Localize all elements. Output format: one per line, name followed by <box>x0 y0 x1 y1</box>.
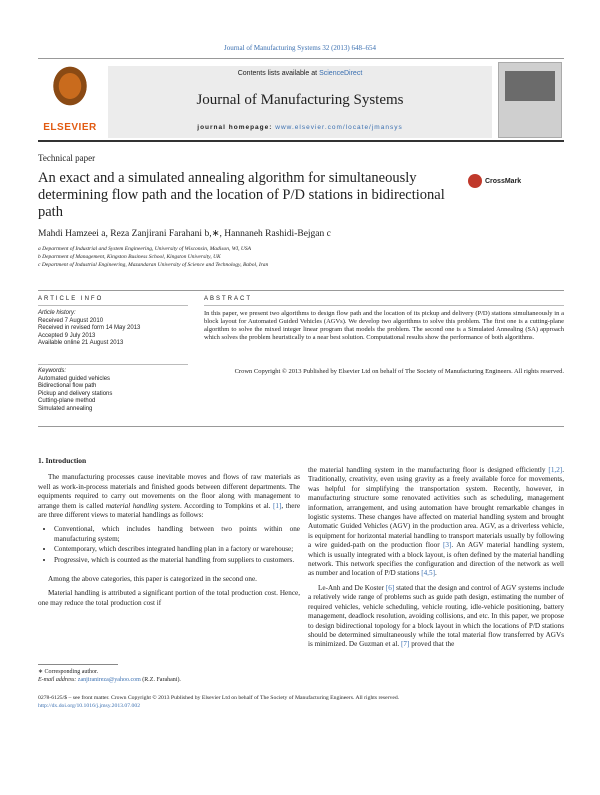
crossmark-icon <box>468 174 482 188</box>
crossmark-label: CrossMark <box>485 177 522 185</box>
keyword-item: Pickup and delivery stations <box>38 390 113 397</box>
abstract-heading: ABSTRACT <box>204 296 253 302</box>
list-item: • Progressive, which is counted as the material handling from suppliers to customers. <box>54 556 300 565</box>
homepage-link[interactable]: www.elsevier.com/locate/jmansys <box>275 124 403 131</box>
history-item: Received in revised form 14 May 2013 <box>38 325 141 331</box>
list-item: • Contemporary, which describes integrated handling plan in a factory or warehouse; <box>54 545 300 554</box>
citation-link[interactable]: [1] <box>272 501 282 510</box>
body-paragraph: Le-Anh and De Koster [6] stated that the design and control of AGV systems include a relatively wide range of problems such as guide path design, estimating the number of required vehicles, vehicle scheduling, vehicle routing, idle-vehicle positioning, battery management, deadlock resolution, avoiding collisions, and etc. In this paper, we propose to design bidirectional topology for a block layout in which the locations of P/D stations should be determined simultaneously while the total material flow transferred by AGVs is minimized. De Guzman et al. [7] proved that the <box>308 583 565 649</box>
running-journal-title[interactable]: Journal of Manufacturing Systems 32 (2013) 648–654 <box>223 44 377 52</box>
keywords-label: Keywords: <box>38 368 67 374</box>
keyword-item: Bidirectional flow path <box>38 383 97 389</box>
abstract-copyright: Crown Copyright © 2013 Published by Elsevier Ltd on behalf of The Society of Manufacturing Engineers. All rights reserved. <box>234 368 564 375</box>
header-divider-top <box>38 58 564 59</box>
keywords <box>38 368 188 413</box>
abstract-subdivider <box>204 305 564 306</box>
homepage-label: journal homepage: <box>197 124 273 131</box>
email-link[interactable]: zanjiranireza@yahoo.com <box>77 677 141 683</box>
email-label: E-mail address: <box>38 677 77 683</box>
page-footer <box>38 695 564 710</box>
journal-cover-thumbnail <box>498 62 562 138</box>
history-item: Available online 21 August 2013 <box>38 340 124 346</box>
cover-image <box>505 71 555 101</box>
citation-link[interactable]: [6] <box>385 583 395 592</box>
body-paragraph: The manufacturing processes cause inevitable moves and flows of raw materials as well as work-in-process materials and finished goods between different departments. The equipments required to carry out movements on the floor along with management to arrange them is called material handling system. According to Tompkins et al. [1], there are three different views to material handlings as follows: <box>38 473 301 520</box>
citation-link[interactable]: [3] <box>443 541 452 550</box>
info-divider <box>38 290 564 291</box>
issn-line: 0278-6125/$ – see front matter. Crown Copyright © 2013 Published by Elsevier Ltd on behalf of The Society of Manufacturing Engineers. All rights reserved. <box>38 695 400 701</box>
contents-prefix: Contents lists available at <box>237 70 318 77</box>
list-item: • Conventional, which includes handling between two points within one manufacturing system; <box>54 525 300 544</box>
section-heading: 1. Introduction <box>38 456 87 465</box>
article-history <box>38 310 188 348</box>
footnote: ∗ Corresponding author. E-mail address: zanjiranireza@yahoo.com (R.Z. Farahani). <box>38 668 300 684</box>
affiliation-a: a Department of Industrial and System Engineering, University of Wisconsin, Madison, WI, USA <box>38 246 251 252</box>
info-subdivider <box>38 305 188 306</box>
citation-link[interactable]: [1,2] <box>548 466 563 474</box>
body-column-right <box>308 466 564 655</box>
body-paragraph: Among the above categories, this paper is categorized in the second one. <box>48 575 257 584</box>
affiliation-c: c Department of Industrial Engineering, Mazandaran University of Science and Technology, Babol, Iran <box>38 262 269 268</box>
abstract-text: In this paper, we present two algorithms to design flow path and the location of its pickup and delivery (P/D) stations simultaneously in a block layout for Automated Guided Vehicles (AGVs). We develop two algorithms to solve this problem. The first one is a cutting-plane algorithm to solve the mixed integer linear program that models the problem. The second one is a Simulated Annealing (SA) approach which solves the problem heuristically to a near best solution. Computational results show the performance of both algorithms. <box>204 310 564 341</box>
keyword-item: Simulated annealing <box>38 405 93 412</box>
citation-link[interactable]: [7] <box>401 640 410 649</box>
body-paragraph: the material handling system in the manufacturing floor is designed efficiently [1,2]. Traditionally, creativity, even using gravity as a freely available force for movements, was helpful for simplifying the transportation system. Recently, however, in manufacturing structure some renovated activities such as scheduling, management information, arrangement, and using automation have brought remarkable changes in logistic systems. These changes have affected on material handling system and brought Automatic Guided Vehicles (AGV) in the production area. AGV, as a driverless vehicle, is equipment for horizontal material handling to transport materials usually by following a wire guided-path on the production floor [3]. An AGV material handling system, which is usually integrated with a block layout, is often defined by the material handling network. This network specifies the configuration and direction of the network as well as number and location of P/D stations [4,5]. <box>308 466 564 578</box>
crossmark-badge[interactable] <box>468 174 521 188</box>
elsevier-tree-icon <box>44 66 96 116</box>
affiliation-b: b Department of Management, Kingston Business School, Kingston University, UK <box>38 254 221 260</box>
history-label: Article history: <box>38 310 76 316</box>
body-paragraph: Material handling is attributed a significant portion of the total production cost. Hence, one may reduce the total production cost if <box>38 589 300 607</box>
footnote-divider <box>38 664 118 665</box>
corresponding-author-note: ∗ Corresponding author. <box>38 669 99 675</box>
history-item: Received 7 August 2010 <box>38 317 104 324</box>
journal-homepage <box>108 124 492 131</box>
article-info-heading: ARTICLE INFO <box>38 296 104 302</box>
sciencedirect-link[interactable]: ScienceDirect <box>319 70 363 77</box>
citation-link[interactable]: [4,5] <box>421 569 435 578</box>
keywords-divider <box>38 364 188 365</box>
body-column-left <box>38 456 300 613</box>
keyword-item: Automated guided vehicles <box>38 375 111 382</box>
bullet-list <box>38 525 300 565</box>
abstract-divider-bottom <box>38 426 564 427</box>
history-item: Accepted 9 July 2013 <box>38 332 96 339</box>
article-title: An exact and a simulated annealing algorithm for simultaneously determining flow path and the location of P/D stations in bidirectional path <box>38 170 445 220</box>
article-type: Technical paper <box>38 153 96 163</box>
keyword-item: Cutting-plane method <box>38 398 96 404</box>
publisher-name: ELSEVIER <box>43 122 97 133</box>
doi-link[interactable]: http://dx.doi.org/10.1016/j.jmsy.2013.07.002 <box>38 702 141 709</box>
author-list: Mahdi Hamzeei a, Reza Zanjirani Farahani b,∗, Hannaneh Rashidi-Bejgan c <box>38 229 331 239</box>
header-divider-bottom <box>38 140 564 142</box>
journal-title: Journal of Manufacturing Systems <box>196 92 404 108</box>
emphasis: material handling system <box>105 501 180 510</box>
contents-line <box>108 70 492 77</box>
